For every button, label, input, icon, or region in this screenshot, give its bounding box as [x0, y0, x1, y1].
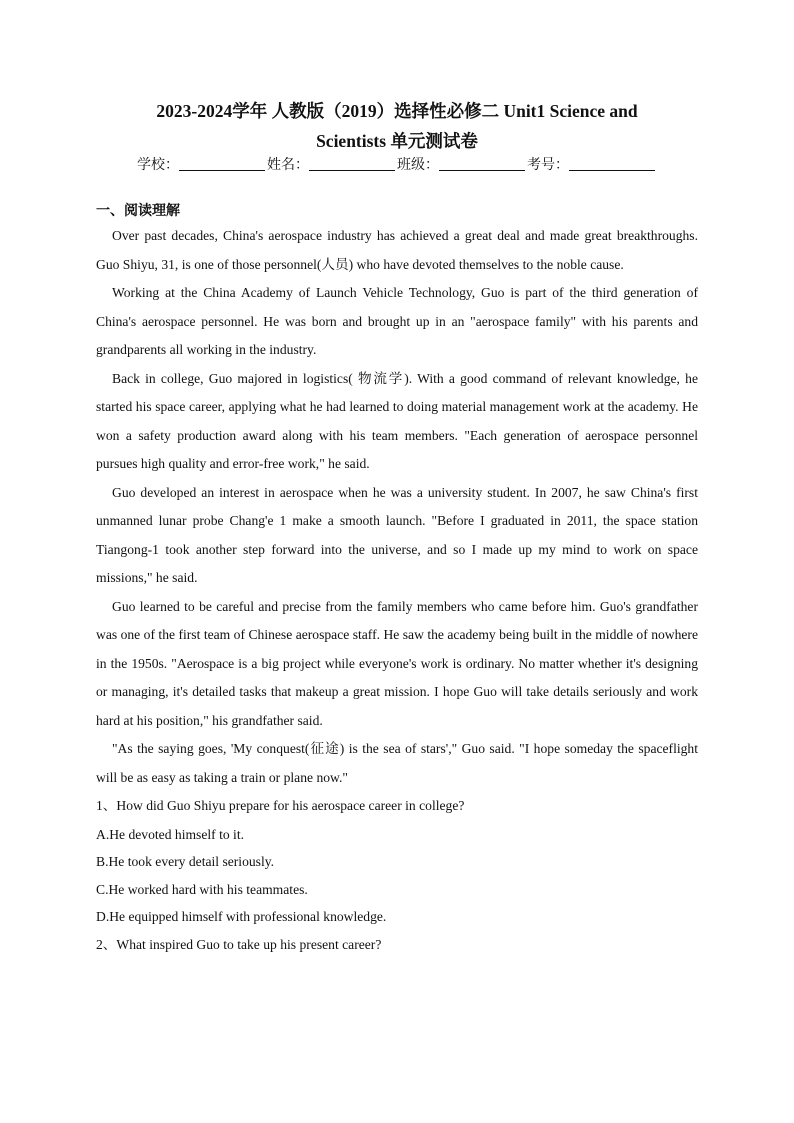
option-a[interactable]: A.He devoted himself to it.	[96, 826, 244, 842]
option-b[interactable]: B.He took every detail seriously.	[96, 854, 275, 869]
name-label: 姓名：	[267, 158, 309, 173]
passage-paragraph: Guo developed an interest in aerospace when he was a university student. In 2007, he saw China's first unmanned lunar probe Chang'e 1 make a smooth launch. "Before I graduated in 2011, the space station Tiangong-1 took another step forward into the universe, and so I made up my mind to work on space missions," he said.	[96, 484, 698, 585]
school-blank[interactable]	[179, 156, 265, 171]
section-heading: 一、阅读理解	[96, 204, 180, 219]
title-line-2: Scientists 单元测试卷	[316, 131, 478, 151]
passage-paragraph: Working at the China Academy of Launch Vehicle Technology, Guo is part of the third generation of China's aerospace personnel. He was born and brought up in an "aerospace family" with his parents and grandparents all working in the industry.	[96, 285, 698, 357]
document-page	[96, 96, 698, 959]
option-d[interactable]: D.He equipped himself with professional knowledge.	[96, 909, 387, 924]
passage-paragraph: Guo learned to be careful and precise from the family members who came before him. Guo's grandfather was one of the first team of Chinese aerospace staff. He saw the academy being built in the middle of nowhere in the 1950s. "Aerospace is a big project while everyone's work is ordinary. No matter whether it's designing or managing, it's detailed tasks that makeup a great mission. I hope Guo will take details seriously and work hard at his position," his grandfather said.	[96, 598, 698, 728]
class-label: 班级：	[397, 158, 439, 173]
passage-paragraph: Over past decades, China's aerospace industry has achieved a great deal and made great breakthroughs. Guo Shiyu, 31, is one of those personnel(人员) who have devoted themselves to the noble cause.	[96, 228, 698, 272]
reading-passage	[96, 222, 698, 792]
question-stem: 2、What inspired Guo to take up his present career?	[96, 936, 382, 952]
question-1	[96, 792, 698, 931]
name-blank[interactable]	[309, 156, 395, 171]
class-blank[interactable]	[439, 156, 525, 171]
student-info-row	[96, 156, 698, 176]
passage-paragraph: "As the saying goes, 'My conquest(征途) is the sea of stars'," Guo said. "I hope someday the spaceflight will be as easy as taking a train or plane now."	[96, 741, 698, 785]
option-c[interactable]: C.He worked hard with his teammates.	[96, 881, 308, 897]
question-stem: 1、How did Guo Shiyu prepare for his aerospace career in college?	[96, 798, 465, 813]
title-line-1: 2023-2024学年 人教版（2019）选择性必修二 Unit1 Science and	[156, 101, 638, 121]
passage-paragraph: Back in college, Guo majored in logistics( 物流学). With a good command of relevant knowledge, he started his space career, applying what he had learned to doing material management work at the academy. He won a safety production award along with his team members. "Each generation of aerospace personnel pursues high quality and error-free work," he said.	[96, 370, 698, 471]
exam-number-blank[interactable]	[569, 156, 655, 171]
question-2	[96, 931, 698, 960]
school-label: 学校：	[137, 158, 179, 173]
document-title	[96, 96, 698, 156]
exam-number-label: 考号：	[527, 158, 569, 173]
